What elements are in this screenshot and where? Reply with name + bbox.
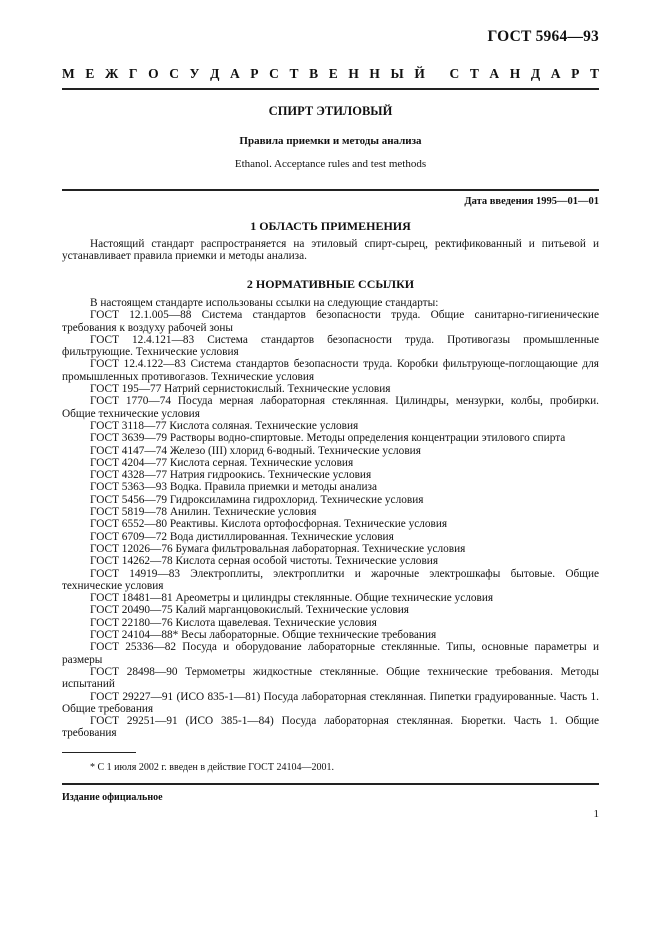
banner-letter: М bbox=[62, 66, 75, 81]
banner-letter: Д bbox=[210, 66, 220, 81]
banner-letter: Р bbox=[250, 66, 259, 81]
banner-letter: В bbox=[309, 66, 319, 81]
reference-item: ГОСТ 5363—93 Водка. Правила приемки и методы анализа bbox=[90, 481, 377, 494]
banner-letter: Ж bbox=[104, 66, 119, 81]
footnote: * С 1 июля 2002 г. введен в действие ГОСТ 24104—2001. bbox=[90, 762, 334, 773]
references-list bbox=[62, 297, 599, 740]
reference-item: ГОСТ 18481—81 Ареометры и цилиндры стеклянные. Общие технические условия bbox=[90, 592, 494, 605]
banner-letter: С bbox=[449, 66, 460, 81]
reference-item: ГОСТ 6552—80 Реактивы. Кислота ортофосфорная. Технические условия bbox=[90, 518, 448, 531]
banner-letter: Е bbox=[328, 66, 338, 81]
banner-letter: Т bbox=[589, 66, 599, 81]
banner-letter: С bbox=[169, 66, 179, 81]
header-divider bbox=[62, 88, 599, 90]
banner-letter: Й bbox=[414, 66, 425, 81]
banner-letter: Д bbox=[530, 66, 541, 81]
reference-item: ГОСТ 25336—82 Посуда и оборудование лабораторные стеклянные. Типы, основные параметры и размеры bbox=[62, 641, 599, 666]
banner-letter: Г bbox=[128, 66, 138, 81]
reference-item: ГОСТ 3118—77 Кислота соляная. Технические условия bbox=[90, 419, 359, 432]
banner-gap bbox=[436, 66, 439, 82]
reference-item: ГОСТ 14919—83 Электроплиты, электроплитки и жарочные электрошкафы бытовые. Общие технические условия bbox=[62, 567, 599, 592]
reference-item: ГОСТ 24104—88* Весы лабораторные. Общие технические требования bbox=[90, 629, 437, 642]
reference-item: ГОСТ 29227—91 (ИСО 835-1—81) Посуда лабораторная стеклянная. Пипетки градуированные. Часть 1. Общие требования bbox=[62, 690, 599, 715]
banner-letter: Р bbox=[571, 66, 580, 81]
footnote-divider bbox=[62, 752, 136, 753]
page-number: 1 bbox=[593, 808, 599, 820]
standard-number: ГОСТ 5964—93 bbox=[487, 28, 599, 45]
scope-paragraph: Настоящий стандарт распространяется на этиловый спирт-сырец, ректификованный и питьевой и устанавливает правила приемки и методы анализа. bbox=[62, 238, 599, 263]
official-divider bbox=[62, 783, 599, 785]
reference-item: ГОСТ 22180—76 Кислота щавелевая. Технические условия bbox=[90, 616, 377, 629]
document-subtitle-english: Ethanol. Acceptance rules and test methods bbox=[234, 158, 427, 170]
reference-item: ГОСТ 4328—77 Натрия гидроокись. Технические условия bbox=[90, 469, 372, 482]
reference-item: ГОСТ 4204—77 Кислота серная. Технические условия bbox=[90, 456, 354, 469]
reference-item: ГОСТ 5819—78 Анилин. Технические условия bbox=[90, 506, 317, 519]
interstate-standard-banner bbox=[62, 66, 599, 82]
banner-letter: О bbox=[148, 66, 159, 81]
banner-letter: Е bbox=[85, 66, 95, 81]
banner-letter: Т bbox=[289, 66, 299, 81]
reference-item: ГОСТ 29251—91 (ИСО 385-1—84) Посуда лабораторная стеклянная. Бюретки. Часть 1. Общие требования bbox=[62, 715, 599, 740]
banner-letter: Н bbox=[369, 66, 380, 81]
reference-item: ГОСТ 5456—79 Гидроксиламина гидрохлорид. Технические условия bbox=[90, 493, 424, 506]
title-divider bbox=[62, 189, 599, 191]
document-subtitle: Правила приемки и методы анализа bbox=[239, 135, 422, 147]
banner-letter: Т bbox=[469, 66, 479, 81]
banner-letter: А bbox=[550, 66, 561, 81]
official-edition-label: Издание официальное bbox=[62, 792, 163, 803]
reference-item: ГОСТ 195—77 Натрий сернистокислый. Технические условия bbox=[90, 383, 391, 396]
banner-letter: Ы bbox=[390, 66, 404, 81]
banner-letter: У bbox=[189, 66, 200, 81]
reference-item: ГОСТ 12026—76 Бумага фильтровальная лабораторная. Технические условия bbox=[90, 542, 466, 555]
reference-item: ГОСТ 6709—72 Вода дистиллированная. Технические условия bbox=[90, 530, 394, 543]
section-heading-scope: 1 ОБЛАСТЬ ПРИМЕНЕНИЯ bbox=[250, 219, 411, 233]
reference-item: ГОСТ 4147—74 Железо (III) хлорид 6-водный. Технические условия bbox=[90, 444, 421, 457]
reference-item: ГОСТ 3639—79 Растворы водно-спиртовые. Методы определения концентрации этилового спирта bbox=[90, 432, 566, 445]
reference-item: ГОСТ 12.1.005—88 Система стандартов безопасности труда. Общие санитарно-гигиенические требования к воздуху рабочей зоны bbox=[62, 309, 599, 334]
reference-item: ГОСТ 1770—74 Посуда мерная лабораторная стеклянная. Цилиндры, мензурки, колбы, пробирки. Общие технические условия bbox=[62, 395, 599, 420]
reference-item: ГОСТ 12.4.121—83 Система стандартов безопасности труда. Противогазы промышленные фильтрующие. Технические условия bbox=[62, 333, 599, 359]
banner-letter: А bbox=[229, 66, 240, 81]
reference-item: ГОСТ 12.4.122—83 Система стандартов безопасности труда. Коробки фильтрующе-поглощающие для промышленных противогазов. Технические условия bbox=[62, 358, 599, 383]
references-lead: В настоящем стандарте использованы ссылки на следующие стандарты: bbox=[90, 297, 439, 309]
banner-letter: Н bbox=[348, 66, 359, 81]
reference-item: ГОСТ 28498—90 Термометры жидкостные стеклянные. Общие технические требования. Методы испытаний bbox=[62, 665, 599, 691]
banner-letter: С bbox=[269, 66, 279, 81]
reference-item: ГОСТ 14262—78 Кислота серная особой чистоты. Технические условия bbox=[90, 555, 439, 568]
banner-letter: Н bbox=[509, 66, 521, 81]
reference-item: ГОСТ 20490—75 Калий марганцовокислый. Технические условия bbox=[90, 604, 409, 617]
document-title: СПИРТ ЭТИЛОВЫЙ bbox=[268, 104, 393, 118]
introduction-date: Дата введения 1995—01—01 bbox=[464, 196, 599, 207]
section-heading-references: 2 НОРМАТИВНЫЕ ССЫЛКИ bbox=[246, 277, 415, 291]
banner-letter: А bbox=[489, 66, 500, 81]
